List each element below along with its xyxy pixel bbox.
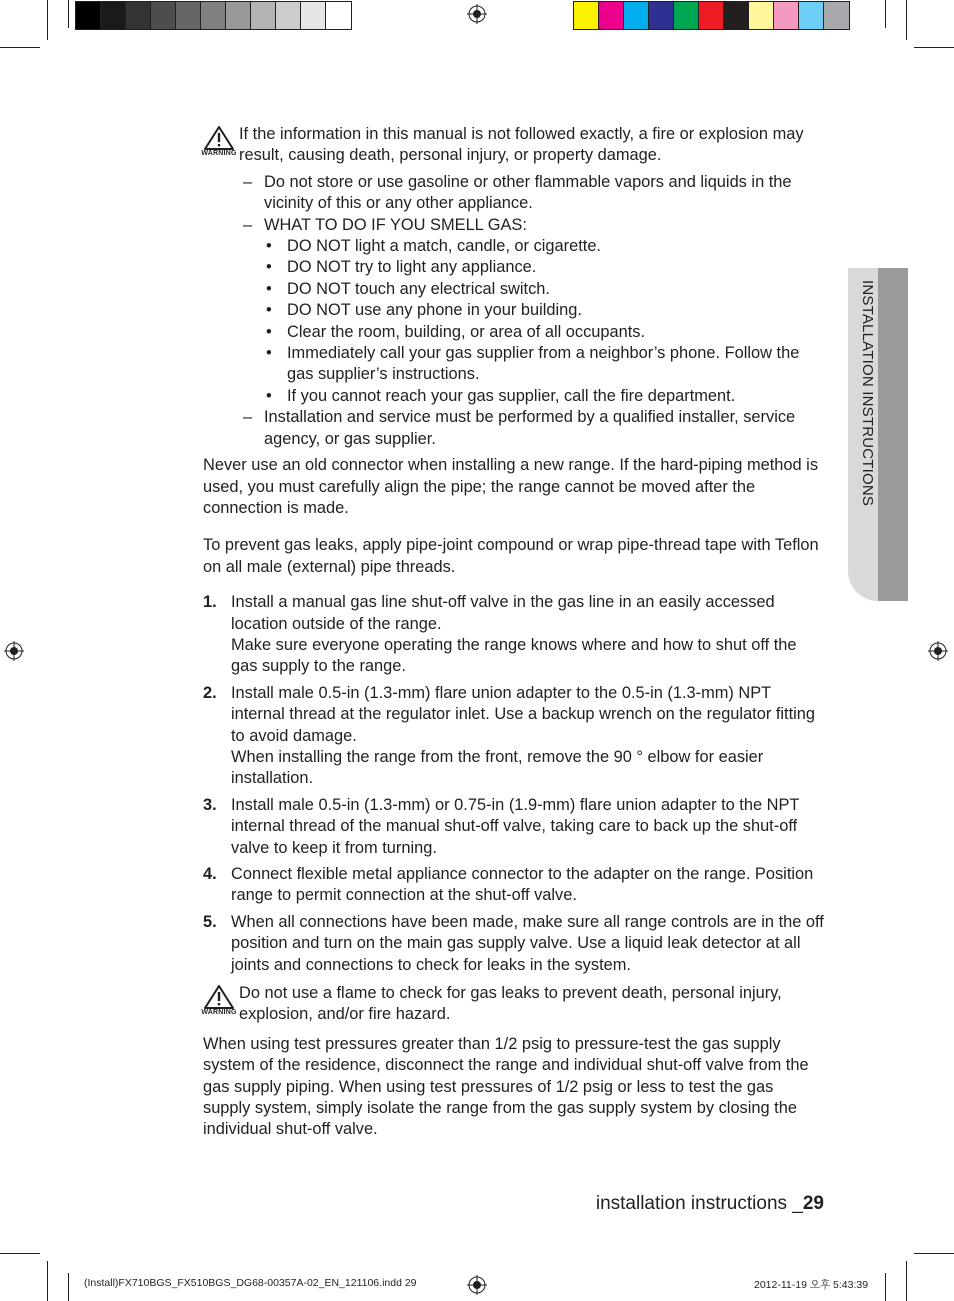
warning-text: Do not use a flame to check for gas leaks to prevent death, personal injury, explosion, and/or fire hazard. [239,984,782,1024]
warning-text: If the information in this manual is not followed exactly, a fire or explosion may result, causing death, personal injury, or property damage. [239,125,804,165]
color-swatch [276,2,301,29]
side-tab-label: INSTALLATION INSTRUCTIONS [859,280,876,507]
color-swatch [226,2,251,29]
paragraph: Never use an old connector when installing a new range. If the hard-piping method is used, you must carefully align the pipe; the range cannot be moved after the connection is made. [203,456,819,517]
step-text: Install a manual gas line shut-off valve in the gas line in an easily accessed location outside of the range. [231,593,775,633]
dash-list [203,172,825,450]
list-item: – Installation and service must be performed by a qualified installer, service agency, or gas supplier. [243,407,825,450]
step-item [203,795,825,859]
warning-block [203,983,825,1026]
color-swatch [574,2,599,29]
crop-mark [914,47,954,48]
step-text: Install male 0.5-in (1.3-mm) flare union adapter to the 0.5-in (1.3-mm) NPT internal thread at the regulator inlet. Use a backup wrench on the regulator fitting to avoid damage. [231,683,816,745]
footer-label: installation instructions _ [595,1193,803,1214]
gray-color-bar [75,1,352,30]
list-item: • Immediately call your gas supplier from a neighbor’s phone. Follow the gas supplier’s instructions. [266,343,825,386]
crop-mark [906,0,907,40]
warning-icon [199,126,239,158]
list-item-label: WHAT TO DO IF YOU SMELL GAS: [264,215,527,234]
page-content [203,124,825,1141]
color-swatch [101,2,126,29]
step-note: Make sure everyone operating the range knows where and how to shut off the gas supply to the range. [231,635,797,676]
color-swatch [301,2,326,29]
color-swatch [774,2,799,29]
list-item: – Do not store or use gasoline or other flammable vapors and liquids in the vicinity of this or any other appliance. [243,172,825,215]
registration-mark-icon [467,4,487,24]
crop-mark [0,1253,40,1254]
warning-triangle-icon [204,126,234,150]
step-item [203,592,825,678]
color-swatch [749,2,774,29]
crop-mark [0,47,40,48]
color-swatch [176,2,201,29]
list-item: • Clear the room, building, or area of all occupants. [266,322,825,343]
step-list [203,592,825,976]
color-swatch [151,2,176,29]
crop-mark [68,1273,69,1301]
crop-mark [885,1273,886,1301]
page-footer [596,1193,824,1215]
crop-mark [914,1253,954,1254]
color-swatch [599,2,624,29]
color-swatch [674,2,699,29]
warning-icon-label: WARNING [201,150,237,157]
step-number: 1. [203,593,217,612]
step-item [203,912,825,976]
color-swatch [624,2,649,29]
list-item: • DO NOT try to light any appliance. [266,257,825,278]
list-item: • If you cannot reach your gas supplier, call the fire department. [266,386,825,407]
crop-mark [47,1261,48,1301]
step-number: 4. [203,865,217,883]
step-item [203,864,825,907]
warning-icon-label: WARNING [201,1009,237,1017]
color-swatch [649,2,674,29]
list-item: • DO NOT light a match, candle, or cigarette. [266,236,825,257]
print-slug-file: (Install)FX710BGS_FX510BGS_DG68-00357A-02_EN_121106.indd 29 [84,1277,417,1289]
bullet-list [264,236,825,407]
step-item [203,683,825,790]
registration-mark-icon [928,641,948,661]
paragraph: To prevent gas leaks, apply pipe-joint compound or wrap pipe-thread tape with Teflon on all male (external) pipe threads. [203,536,819,576]
color-swatch [326,2,351,29]
crop-mark [47,0,48,40]
registration-mark-icon [467,1275,487,1295]
color-swatch [724,2,749,29]
crop-mark [885,0,886,28]
list-item [243,215,825,408]
step-number: 3. [203,795,217,814]
color-swatch [799,2,824,29]
registration-mark-icon [4,641,24,661]
side-tab-dark-strip [878,268,908,601]
color-swatch [126,2,151,29]
section-side-tab [848,268,908,601]
step-number: 5. [203,912,217,931]
warning-triangle-icon [204,985,234,1009]
list-item: • DO NOT use any phone in your building. [266,300,825,321]
color-swatch [76,2,101,29]
process-color-bar [573,1,850,30]
step-text: Connect flexible metal appliance connector to the adapter on the range. Position range to permit connection at the shut-off valve. [231,865,814,905]
color-swatch [824,2,849,29]
warning-icon [199,985,239,1017]
page-number: 29 [802,1193,824,1214]
warning-block [203,124,825,167]
color-swatch [699,2,724,29]
step-text: When all connections have been made, make sure all range controls are in the off position and turn on the main gas supply valve. Use a liquid leak detector at all joints and connections to check for leaks in the system. [231,912,824,974]
print-slug-datetime: 2012-11-19 오후 5:43:39 [754,1279,869,1291]
step-number: 2. [203,683,217,702]
list-item: • DO NOT touch any electrical switch. [266,279,825,300]
paragraph: When using test pressures greater than 1/2 psig to pressure-test the gas supply system of the residence, disconnect the range and individual shut-off valve from the gas supply piping. When using test pressures of 1/2 psig or less to test the gas supply system, simply isolate the range from the gas supply system by closing the individual shut-off valve. [203,1034,809,1139]
step-text: Install male 0.5-in (1.3-mm) or 0.75-in (1.9-mm) flare union adapter to the NPT internal thread of the manual shut-off valve, taking care to back up the shut-off valve to keep it from turning. [231,795,800,857]
crop-mark [906,1261,907,1301]
step-note: When installing the range from the front, remove the 90 ° elbow for easier installation. [231,747,764,788]
color-swatch [251,2,276,29]
crop-mark [68,0,69,28]
color-swatch [201,2,226,29]
